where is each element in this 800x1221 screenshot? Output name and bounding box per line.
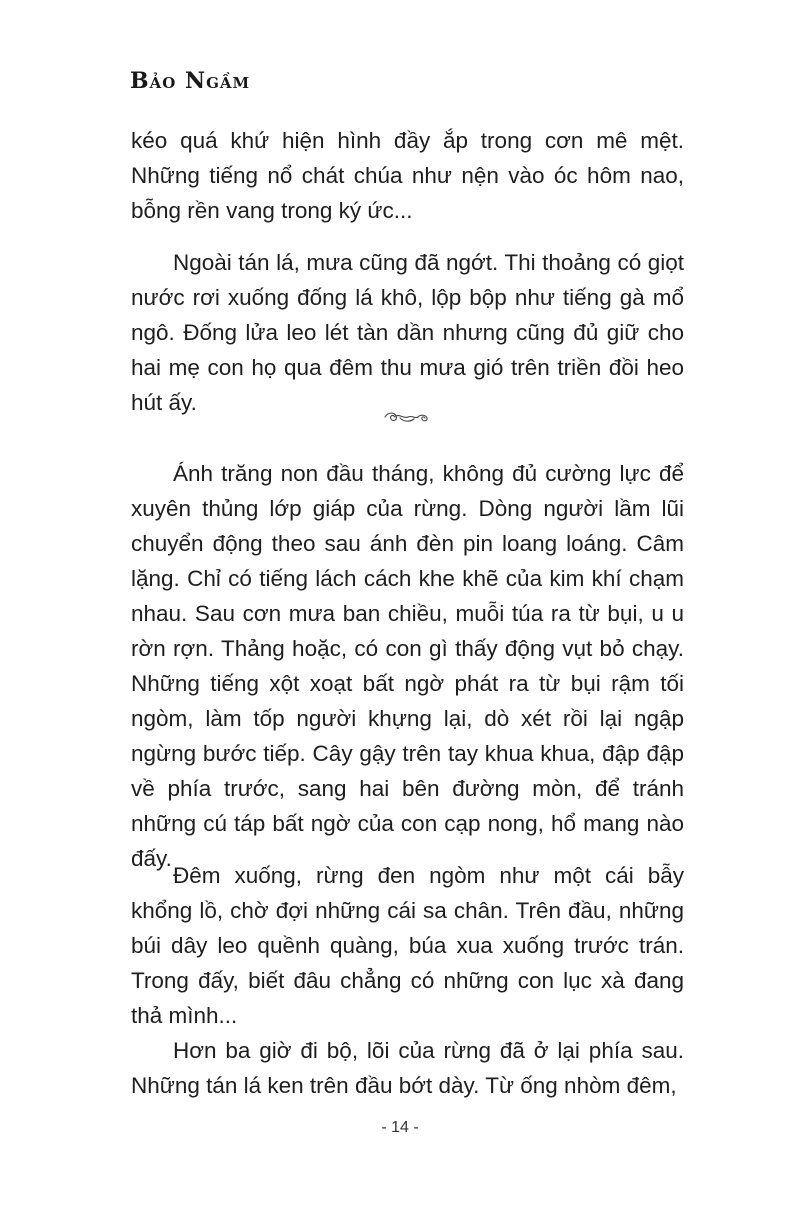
paragraph [131, 1033, 684, 1103]
running-header: Bảo Ngầm [130, 68, 251, 94]
paragraph [131, 245, 684, 420]
paragraph [131, 456, 684, 876]
paragraph-continuation [131, 123, 684, 228]
paragraph-text: Đêm xuống, rừng đen ngòm như một cái bẫy khổng lồ, chờ đợi những cái sa chân. Trên đầu, những búi dây leo quềnh quàng, búa xua xuống trước trán. Trong đấy, biết đâu chẳng có những con lục xà đang thả mình... [131, 863, 684, 1028]
paragraph-text: kéo quá khứ hiện hình đầy ắp trong cơn mê mệt. Những tiếng nổ chát chúa như nện vào óc hôm nao, bỗng rền vang trong ký ức... [131, 128, 684, 223]
paragraph [131, 858, 684, 1033]
paragraph-text: Ánh trăng non đầu tháng, không đủ cường lực để xuyên thủng lớp giáp của rừng. Dòng người lầm lũi chuyển động theo sau ánh đèn pin loang loáng. Câm lặng. Chỉ có tiếng lách cách khe khẽ của kim khí chạm nhau. Sau cơn mưa ban chiều, muỗi túa ra từ bụi, u u rờn rợn. Thảng hoặc, có con gì thấy động vụt bỏ chạy. Những tiếng xột xoạt bất ngờ phát ra từ bụi rậm tối ngòm, làm tốp người khựng lại, dò xét rồi lại ngập ngừng bước tiếp. Cây gậy trên tay khua khua, đập đập về phía trước, sang hai bên đường mòn, để tránh những cú táp bất ngờ của con cạp nong, hổ mang nào đấy. [131, 461, 684, 871]
paragraph-text: Hơn ba giờ đi bộ, lõi của rừng đã ở lại phía sau. Những tán lá ken trên đầu bớt dày. Từ ống nhòm đêm, [131, 1038, 684, 1098]
page-number: - 14 - [381, 1119, 419, 1136]
paragraph-text: Ngoài tán lá, mưa cũng đã ngớt. Thi thoảng có giọt nước rơi xuống đống lá khô, lộp bộp như tiếng gà mổ ngô. Đống lửa leo lét tàn dần nhưng cũng đủ giữ cho hai mẹ con họ qua đêm thu mưa gió trên triền đồi heo hút ấy. [131, 250, 684, 415]
ornament-divider-icon [382, 406, 430, 428]
